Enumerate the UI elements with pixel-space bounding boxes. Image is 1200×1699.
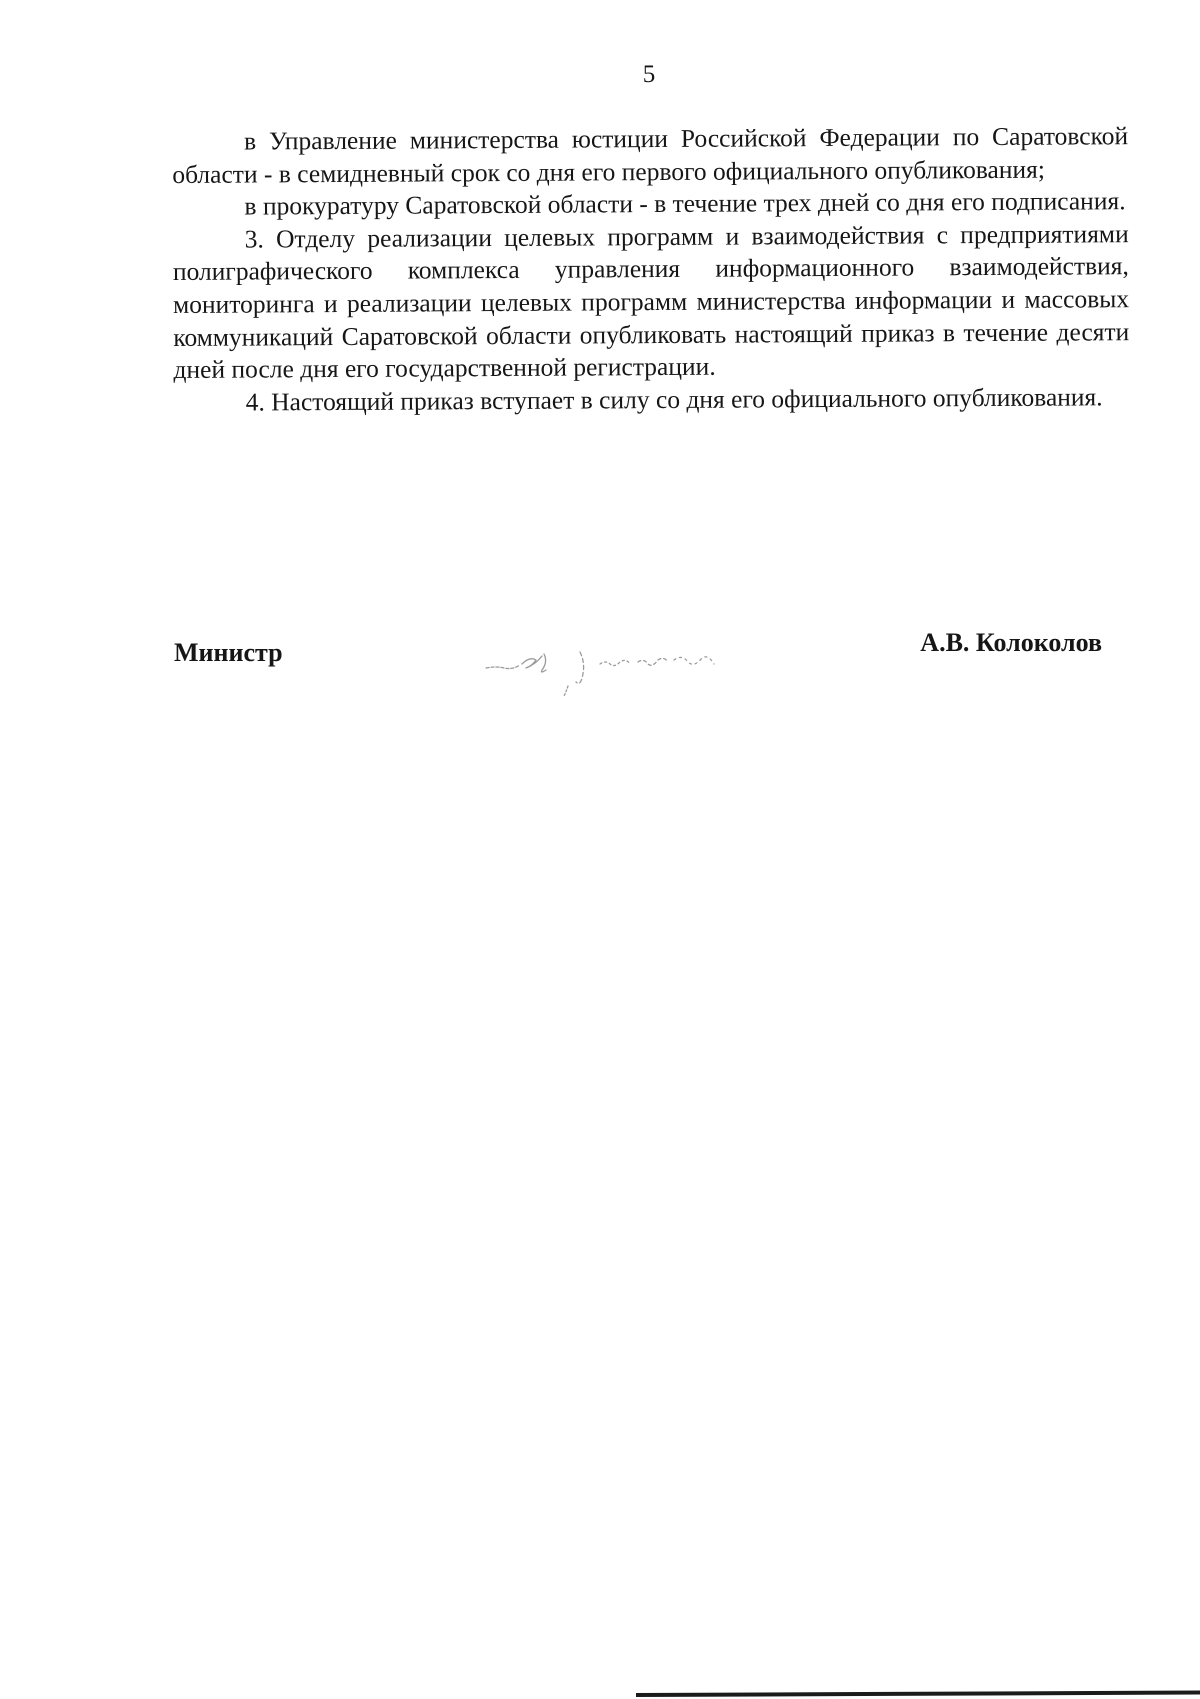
handwritten-signature	[482, 634, 752, 704]
signatory-title: Министр	[174, 638, 283, 667]
paragraph-justice-ministry: в Управление министерства юстиции Российской Федерации по Саратовской области - в семидневный срок со дня его первого официального опубликования;	[172, 121, 1129, 189]
signatory-name: А.В. Колоколов	[920, 628, 1102, 657]
scan-edge-line	[636, 1691, 1200, 1697]
page-number: 5	[642, 61, 656, 88]
paragraph-prosecutor: в прокуратуру Саратовской области - в течение трех дней со дня его подписания.	[244, 186, 1126, 221]
paragraph-item-4: 4. Настоящий приказ вступает в силу со дня его официального опубликования.	[245, 382, 1103, 417]
signature-block	[172, 628, 1102, 708]
document-body	[172, 120, 1130, 419]
paragraph-item-3: 3. Отделу реализации целевых программ и взаимодействия с предприятиями полиграфического комплекса управления информационного взаимодействия, мониторинга и реализации целевых программ министерства информации и массовых коммуникаций Саратовской области опубликовать настоящий приказ в течение десяти дней после дня его государственной регистрации.	[172, 218, 1130, 385]
